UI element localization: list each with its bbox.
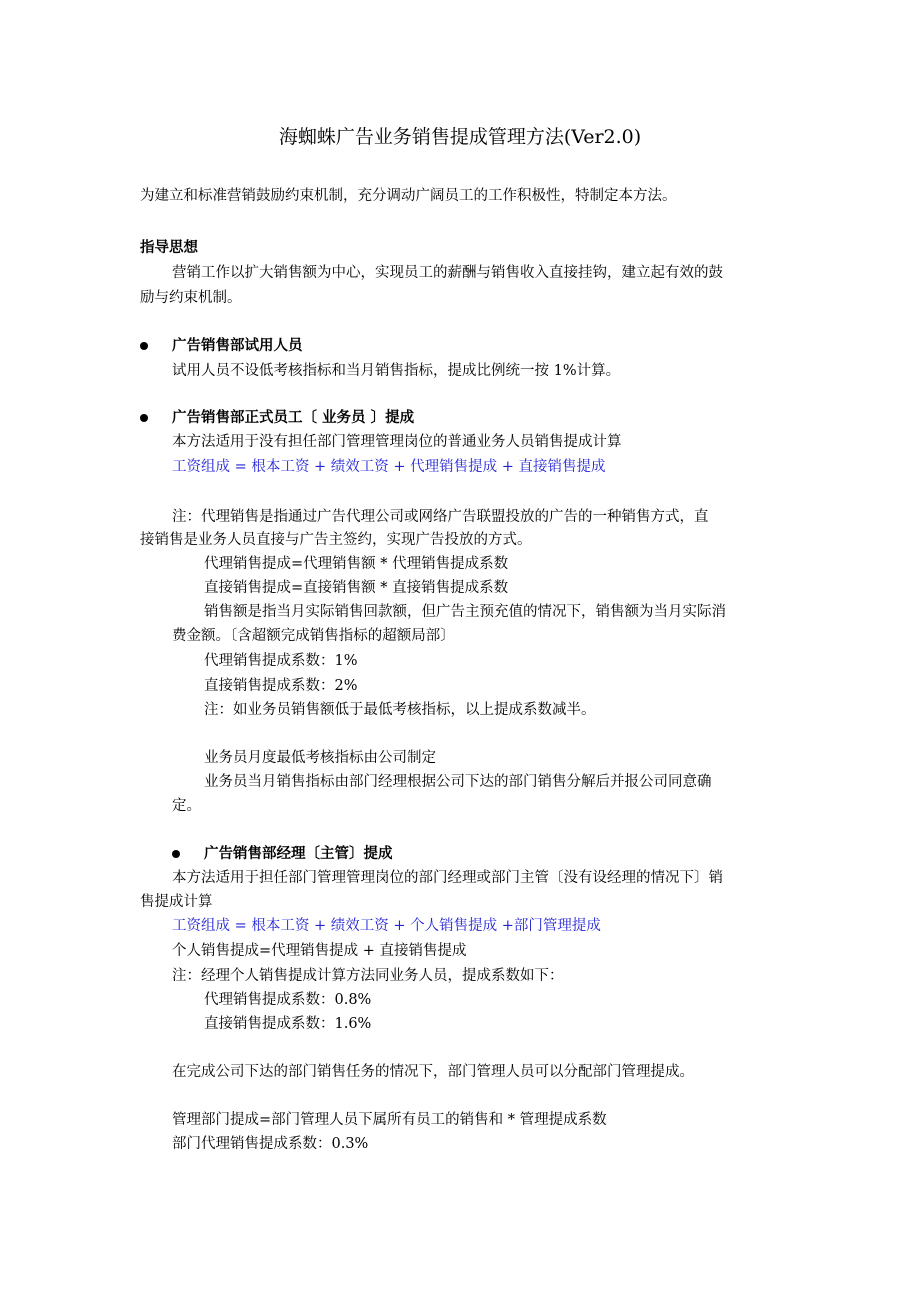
staff-note-line-2: 接销售是业务人员直接与广告主签约，实现广告投放的方式。 <box>140 532 532 548</box>
bullet-icon <box>140 342 148 350</box>
staff-scope: 本方法适用于没有担任部门管理管理岗位的普通业务人员销售提成计算 <box>172 434 622 450</box>
staff-heading: 广告销售部正式员工〔 业务员 〕提成 <box>172 409 415 426</box>
manager-agent-rate: 代理销售提成系数：0.8% <box>204 992 372 1008</box>
document-title: 海蜘蛛广告业务销售提成管理方法(Ver2.0) <box>278 126 642 148</box>
sales-definition-line-1: 销售额是指当月实际销售回款额，但广告主预充值的情况下，销售额为当月实际消 <box>204 604 726 620</box>
trial-heading: 广告销售部试用人员 <box>172 337 303 354</box>
halve-note: 注：如业务员销售额低于最低考核指标，以上提成系数减半。 <box>204 702 596 718</box>
bullet-icon <box>140 414 148 422</box>
guide-heading: 指导思想 <box>140 239 198 256</box>
direct-commission-formula: 直接销售提成=直接销售额 * 直接销售提成系数 <box>204 580 509 596</box>
trial-text: 试用人员不设低考核指标和当月销售指标，提成比例统一按 1%计算。 <box>172 363 621 379</box>
personal-commission-formula: 个人销售提成=代理销售提成 + 直接销售提成 <box>172 943 467 959</box>
monthly-target-line-2: 定。 <box>172 798 201 814</box>
management-commission-formula: 管理部门提成=部门管理人员下属所有员工的销售和 * 管理提成系数 <box>172 1112 607 1128</box>
dept-agent-rate: 部门代理销售提成系数：0.3% <box>172 1136 369 1152</box>
guide-line-1: 营销工作以扩大销售额为中心，实现员工的薪酬与销售收入直接挂钩，建立起有效的鼓 <box>172 265 723 281</box>
manager-heading: 广告销售部经理〔主管〕提成 <box>204 845 393 862</box>
sales-definition-line-2: 费金额。〔含超额完成销售指标的超额局部〕 <box>172 628 455 644</box>
manager-scope-line-2: 售提成计算 <box>140 894 213 910</box>
guide-line-2: 励与约束机制。 <box>140 290 242 306</box>
agent-commission-formula: 代理销售提成=代理销售额 * 代理销售提成系数 <box>204 556 509 572</box>
staff-note-line-1: 注：代理销售是指通过广告代理公司或网络广告联盟投放的广告的一种销售方式，直 <box>172 509 709 525</box>
bullet-icon <box>172 850 180 858</box>
staff-salary-formula: 工资组成 = 根本工资 + 绩效工资 + 代理销售提成 + 直接销售提成 <box>172 459 606 475</box>
manager-salary-formula: 工资组成 = 根本工资 + 绩效工资 + 个人销售提成 +部门管理提成 <box>172 918 601 934</box>
dept-condition-text: 在完成公司下达的部门销售任务的情况下，部门管理人员可以分配部门管理提成。 <box>172 1064 694 1080</box>
staff-direct-rate: 直接销售提成系数：2% <box>204 678 358 694</box>
monthly-target-line-1: 业务员当月销售指标由部门经理根据公司下达的部门销售分解后并报公司同意确 <box>204 774 712 790</box>
manager-note: 注：经理个人销售提成计算方法同业务人员，提成系数如下： <box>172 968 564 984</box>
min-target-text: 业务员月度最低考核指标由公司制定 <box>204 750 436 766</box>
intro-paragraph: 为建立和标准营销鼓励约束机制，充分调动广阔员工的工作积极性，特制定本方法。 <box>140 188 677 204</box>
manager-direct-rate: 直接销售提成系数：1.6% <box>204 1016 372 1032</box>
manager-scope-line-1: 本方法适用于担任部门管理管理岗位的部门经理或部门主管〔没有设经理的情况下〕销 <box>172 870 723 886</box>
staff-agent-rate: 代理销售提成系数：1% <box>204 653 358 669</box>
